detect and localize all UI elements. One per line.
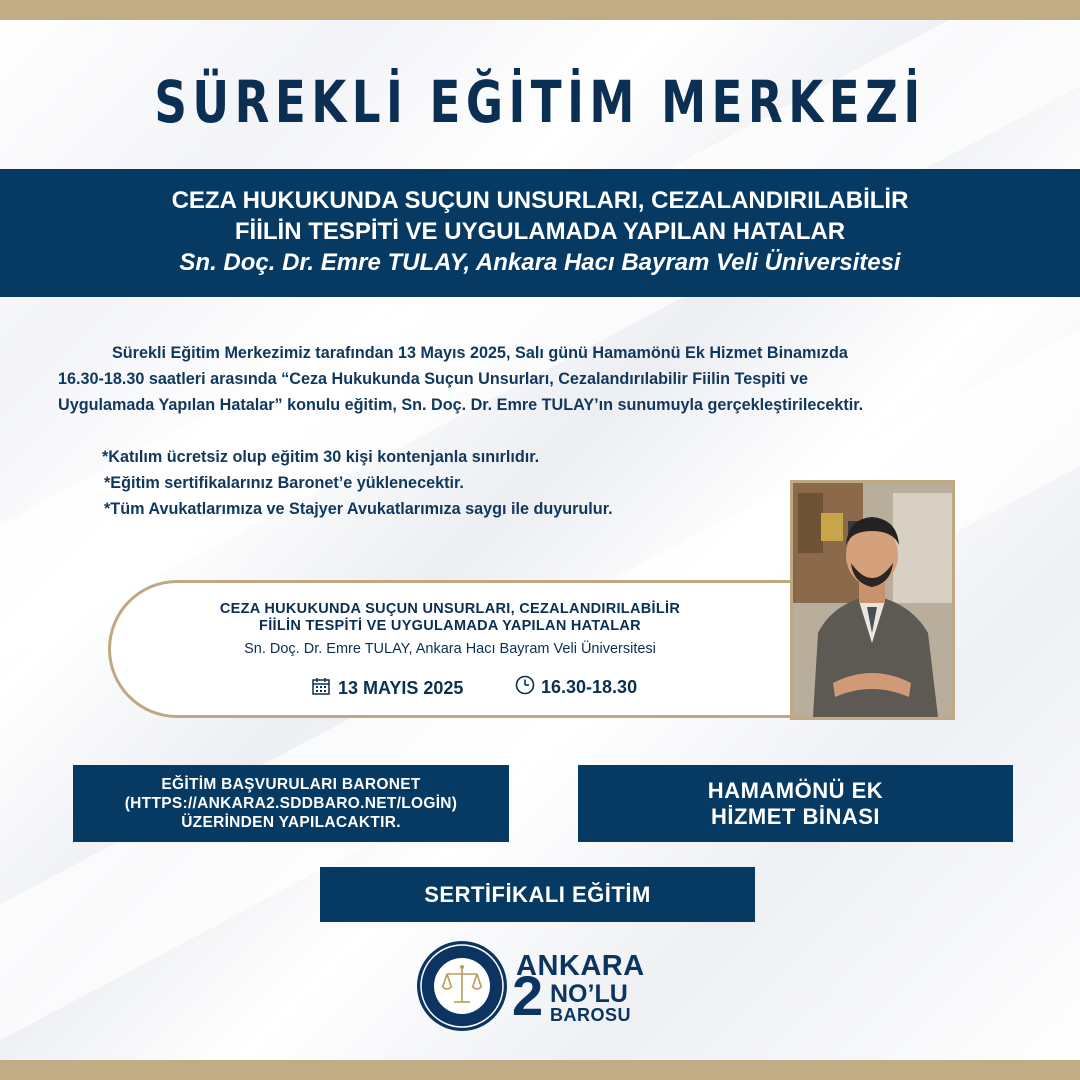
venue-box bbox=[578, 765, 1013, 842]
notes-list bbox=[102, 444, 782, 522]
logo-barosu: BAROSU bbox=[550, 1005, 632, 1025]
card-title-line2: FİİLİN TESPİTİ VE UYGULAMADA YAPILAN HATALAR bbox=[259, 618, 641, 634]
logo-ankara: ANKARA bbox=[516, 950, 645, 982]
event-time bbox=[515, 675, 637, 700]
certificate-label: SERTİFİKALI EĞİTİM bbox=[424, 881, 651, 907]
banner-title-line2: FİİLİN TESPİTİ VE UYGULAMADA YAPILAN HATALAR bbox=[234, 218, 846, 245]
baronet-application-box bbox=[73, 765, 509, 842]
bar-association-logo bbox=[512, 950, 662, 1030]
baronet-line1: EĞİTİM BAŞVURULARI BARONET bbox=[161, 776, 421, 793]
certificate-box bbox=[320, 867, 755, 922]
card-title-line1: CEZA HUKUKUNDA SUÇUN UNSURLARI, CEZALANDIRILABİLİR bbox=[219, 601, 681, 617]
title-banner bbox=[0, 169, 1080, 297]
baronet-link-text: (HTTPS://ANKARA2.SDDBARO.NET/LOGİN) bbox=[124, 795, 458, 812]
logo-number: 2 bbox=[512, 964, 544, 1027]
logo-nolu: NO’LU bbox=[550, 980, 628, 1008]
banner-title-line1: CEZA HUKUKUNDA SUÇUN UNSURLARI, CEZALANDIRILABİLİR bbox=[171, 187, 909, 214]
event-date-text: 13 MAYIS 2025 bbox=[338, 678, 464, 698]
event-date bbox=[312, 677, 463, 700]
calendar-icon bbox=[312, 677, 330, 700]
top-gold-bar bbox=[0, 0, 1080, 20]
page-title: SÜREKLİ EĞİTİM MERKEZİ bbox=[154, 68, 926, 136]
card-speaker: Sn. Doç. Dr. Emre TULAY, Ankara Hacı Bayram Veli Üniversitesi bbox=[244, 641, 656, 657]
clock-icon bbox=[515, 675, 535, 700]
bar-association-seal-icon bbox=[416, 940, 508, 1032]
paragraph-line: 16.30-18.30 saatleri arasında “Ceza Hukukunda Suçun Unsurları, Cezalandırılabilir Fiilin Tespiti ve bbox=[58, 370, 808, 388]
baronet-line3: ÜZERİNDEN YAPILACAKTIR. bbox=[181, 814, 401, 831]
announcement-paragraph bbox=[58, 340, 1025, 418]
speaker-photo bbox=[790, 480, 955, 720]
note-item: *Tüm Avukatlarımıza ve Stajyer Avukatlarımıza saygı ile duyurulur. bbox=[104, 500, 613, 518]
banner-speaker: Sn. Doç. Dr. Emre TULAY, Ankara Hacı Bayram Veli Üniversitesi bbox=[179, 249, 901, 276]
venue-line1: HAMAMÖNÜ EK bbox=[707, 777, 884, 803]
paragraph-line: Sürekli Eğitim Merkezimiz tarafından 13 Mayıs 2025, Salı günü Hamamönü Ek Hizmet Binamızda bbox=[112, 344, 848, 362]
paragraph-line: Uygulamada Yapılan Hatalar” konulu eğitim, Sn. Doç. Dr. Emre TULAY’ın sunumuyla gerçekleştirilecektir. bbox=[58, 396, 864, 414]
event-time-text: 16.30-18.30 bbox=[541, 677, 638, 697]
note-item: *Eğitim sertifikalarınız Baronet’e yüklenecektir. bbox=[104, 474, 464, 492]
note-item: *Katılım ücretsiz olup eğitim 30 kişi kontenjanla sınırlıdır. bbox=[102, 448, 540, 466]
venue-line2: HİZMET BİNASI bbox=[710, 803, 881, 829]
bottom-gold-bar bbox=[0, 1060, 1080, 1080]
